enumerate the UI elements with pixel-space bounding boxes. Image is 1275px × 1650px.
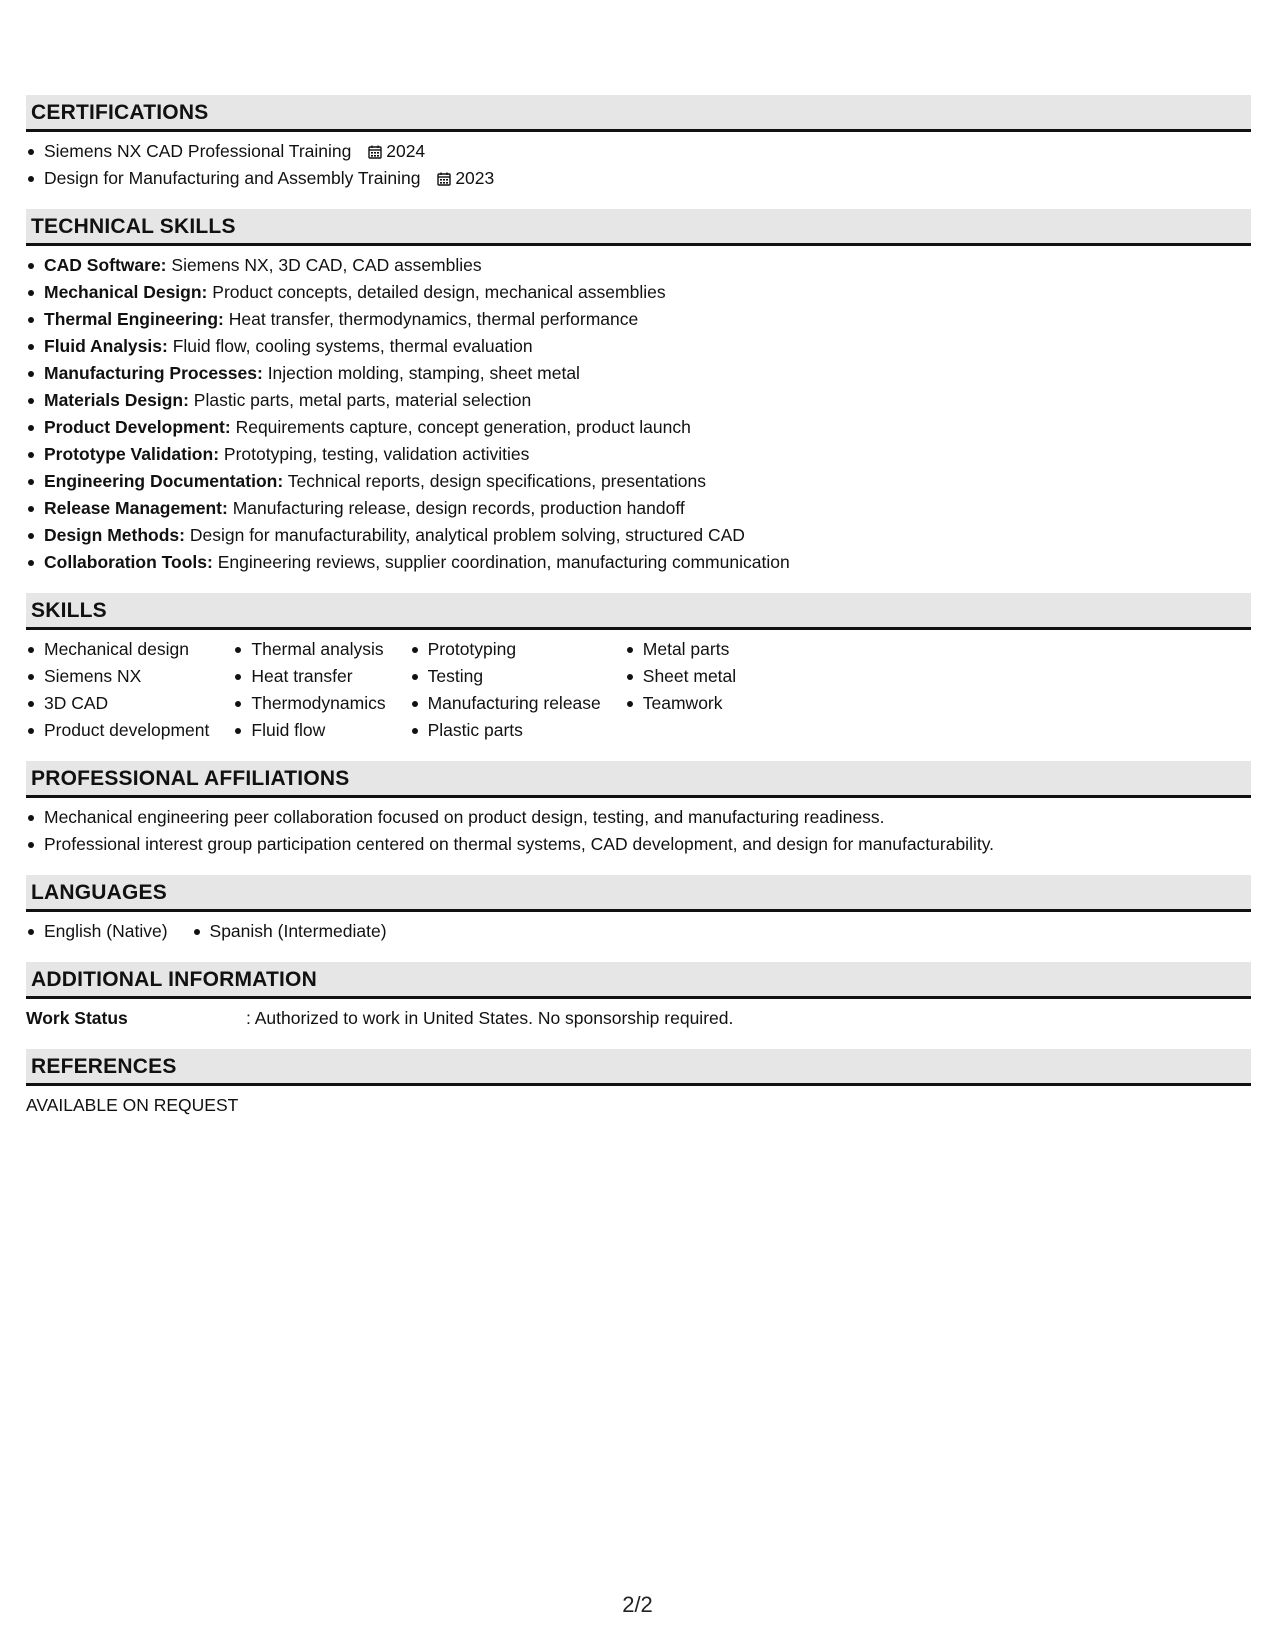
skill-category: Release Management: <box>44 498 228 518</box>
certifications-list <box>26 132 1251 192</box>
references-section <box>26 1049 1251 1119</box>
skill-item: Fluid flow <box>233 717 385 744</box>
technical-skill-item <box>26 279 1251 306</box>
additional-info-header: ADDITIONAL INFORMATION <box>26 962 1251 999</box>
language-item: Spanish (Intermediate) <box>192 918 387 945</box>
skill-category: Engineering Documentation: <box>44 471 284 491</box>
skill-details: Manufacturing release, design records, production handoff <box>232 498 685 518</box>
certification-name: Siemens NX CAD Professional Training <box>44 141 352 161</box>
skill-item: 3D CAD <box>26 690 209 717</box>
skills-column <box>410 636 601 744</box>
skill-details: Injection molding, stamping, sheet metal <box>267 363 580 383</box>
technical-skill-item <box>26 549 1251 576</box>
skills-header: SKILLS <box>26 593 1251 630</box>
technical-skill-item <box>26 441 1251 468</box>
work-status-value: : Authorized to work in United States. No sponsorship required. <box>246 1008 734 1028</box>
skill-category: Design Methods: <box>44 525 185 545</box>
references-text: AVAILABLE ON REQUEST <box>26 1095 239 1115</box>
skill-item: Sheet metal <box>625 663 736 690</box>
skills-column <box>233 636 385 744</box>
work-status-row <box>26 999 1251 1032</box>
skill-details: Design for manufacturability, analytical problem solving, structured CAD <box>189 525 745 545</box>
skill-item: Metal parts <box>625 636 736 663</box>
calendar-icon <box>437 172 451 186</box>
skill-details: Engineering reviews, supplier coordination, manufacturing communication <box>217 552 790 572</box>
skill-category: Mechanical Design: <box>44 282 208 302</box>
affiliation-item: Mechanical engineering peer collaboration focused on product design, testing, and manufacturing readiness. <box>26 804 1251 831</box>
skill-item: Product development <box>26 717 209 744</box>
skill-category: Materials Design: <box>44 390 189 410</box>
skill-category: Collaboration Tools: <box>44 552 213 572</box>
technical-skill-item <box>26 387 1251 414</box>
certifications-section <box>26 95 1251 192</box>
skill-item: Testing <box>410 663 601 690</box>
technical-skill-item <box>26 414 1251 441</box>
technical-skill-item <box>26 495 1251 522</box>
technical-skills-section <box>26 209 1251 576</box>
skills-columns <box>26 630 1251 744</box>
skill-details: Technical reports, design specifications, presentations <box>287 471 707 491</box>
skill-item: Heat transfer <box>233 663 385 690</box>
skill-details: Product concepts, detailed design, mechanical assemblies <box>212 282 666 302</box>
skill-details: Fluid flow, cooling systems, thermal evaluation <box>172 336 533 356</box>
skill-item: Thermodynamics <box>233 690 385 717</box>
certification-item <box>26 138 1251 165</box>
certification-year: 2024 <box>386 141 426 161</box>
languages-section <box>26 875 1251 945</box>
technical-skill-item <box>26 252 1251 279</box>
technical-skill-item <box>26 522 1251 549</box>
work-status-label: Work Status <box>26 1008 128 1028</box>
skill-details: Prototyping, testing, validation activities <box>223 444 530 464</box>
skill-details: Siemens NX, 3D CAD, CAD assemblies <box>171 255 482 275</box>
skill-item: Plastic parts <box>410 717 601 744</box>
skills-column <box>26 636 209 744</box>
certifications-header: CERTIFICATIONS <box>26 95 1251 132</box>
skill-details: Plastic parts, metal parts, material selection <box>193 390 532 410</box>
references-header: REFERENCES <box>26 1049 1251 1086</box>
language-item: English (Native) <box>26 918 168 945</box>
skill-category: Prototype Validation: <box>44 444 220 464</box>
affiliation-item: Professional interest group participation centered on thermal systems, CAD development, and design for manufacturability. <box>26 831 1251 858</box>
resume-page <box>26 95 1251 1136</box>
certification-year: 2023 <box>455 168 495 188</box>
skill-item: Manufacturing release <box>410 690 601 717</box>
technical-skill-item <box>26 306 1251 333</box>
skill-details: Requirements capture, concept generation, product launch <box>235 417 691 437</box>
affiliations-section <box>26 761 1251 858</box>
languages-header: LANGUAGES <box>26 875 1251 912</box>
skill-item: Teamwork <box>625 690 736 717</box>
skill-item: Prototyping <box>410 636 601 663</box>
skill-item: Mechanical design <box>26 636 209 663</box>
technical-skill-item <box>26 360 1251 387</box>
certification-name: Design for Manufacturing and Assembly Training <box>44 168 421 188</box>
affiliations-list <box>26 798 1251 858</box>
skill-category: Manufacturing Processes: <box>44 363 263 383</box>
skill-category: Thermal Engineering: <box>44 309 224 329</box>
affiliations-header: PROFESSIONAL AFFILIATIONS <box>26 761 1251 798</box>
technical-skill-item <box>26 468 1251 495</box>
skill-category: CAD Software: <box>44 255 167 275</box>
skill-item: Siemens NX <box>26 663 209 690</box>
languages-list <box>26 912 1251 945</box>
additional-info-section <box>26 962 1251 1032</box>
technical-skill-item <box>26 333 1251 360</box>
calendar-icon <box>368 145 382 159</box>
skills-section <box>26 593 1251 744</box>
skills-column <box>625 636 736 744</box>
skill-category: Product Development: <box>44 417 231 437</box>
page-number: 2/2 <box>622 1592 653 1617</box>
skill-category: Fluid Analysis: <box>44 336 168 356</box>
skill-details: Heat transfer, thermodynamics, thermal performance <box>228 309 639 329</box>
technical-skills-list <box>26 246 1251 576</box>
technical-skills-header: TECHNICAL SKILLS <box>26 209 1251 246</box>
skill-item: Thermal analysis <box>233 636 385 663</box>
certification-item <box>26 165 1251 192</box>
